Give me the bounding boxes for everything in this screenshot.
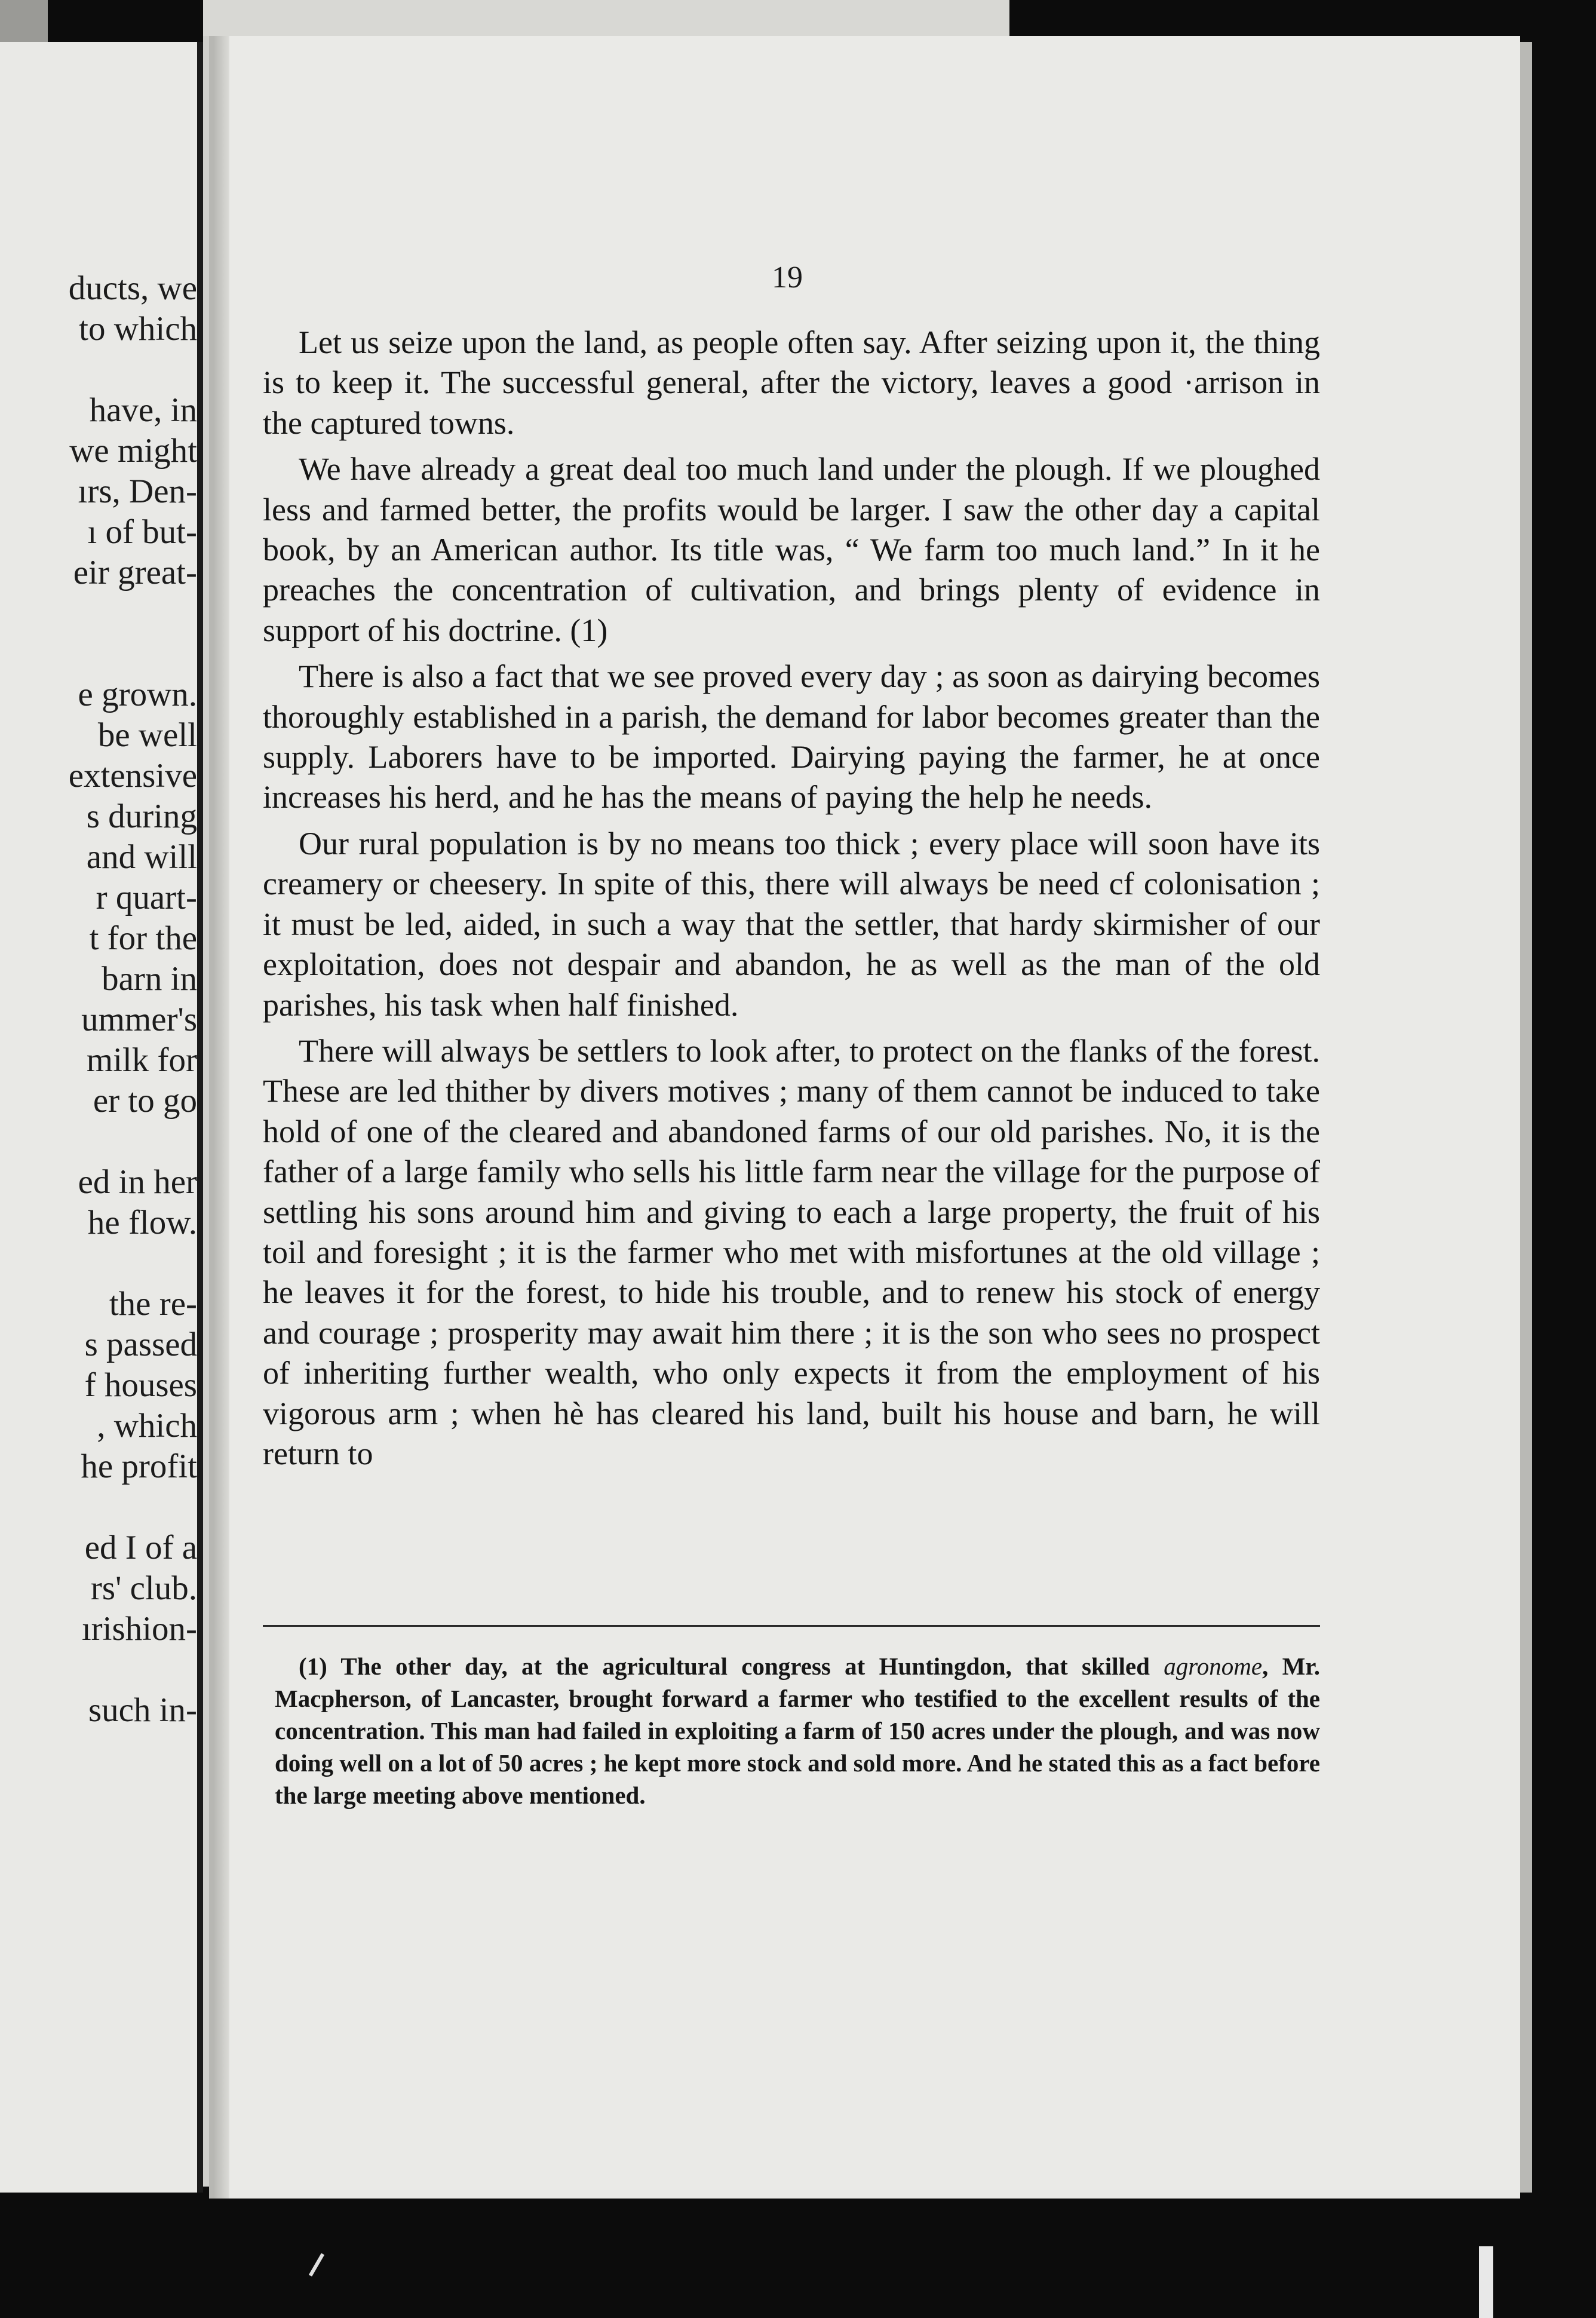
paragraph: There will always be settlers to look after, to protect on the flanks of the forest. These are led thither by divers motives ; many of them cannot be induced to take hold of one of the cleared and abandoned farms of our old parishes. No, it is the father of a large family who sells his little farm near the village for the purpose of settling his sons around him and giving to each a large property, the fruit of his toil and foresight ; it is the farmer who met with misfortunes at the old village ; he leaves it for the forest, to hide his trouble, and to renew his stock of energy and courage ; prosperity may await him there ; it is the son who sees no prospect of inheriting further wealth, who only expects it from the employment of his vigorous arm ; when hè has cleared his land, built his house and barn, he will return to xyxy=(263,1032,1320,1471)
previous-page-line: ducts, we xyxy=(68,269,197,307)
footnote-text: , Mr. Macpherson, of Lancaster, brought forward a farmer who testified to the excellent results of the concentration. This man had failed in exploiting a farm of 150 acres under the plough, and was now doing well on a lot of 50 acres ; he kept more stock and sold more. And he stated this as a fact before the large meeting above mentioned. xyxy=(275,1652,1320,1809)
previous-page-line: e grown. xyxy=(78,676,197,713)
previous-page-line: have, in xyxy=(89,391,197,429)
previous-page-line: t for the xyxy=(89,919,197,957)
paragraph: There is also a fact that we see proved every day ; as soon as dairying becomes thoroughly established in a parish, the demand for labor becomes greater than the supply. Laborers have to be imported. Dairying paying the farmer, he at once increases his herd, and he has the means of paying the help he needs. xyxy=(263,658,1320,815)
page-binding-shadow xyxy=(213,36,229,2199)
previous-page-line: ummer's xyxy=(81,1001,197,1038)
footnote-text: (1) The other day, at the agricultural congress at Huntingdon, that skilled xyxy=(299,1652,1164,1680)
previous-page-line: and will xyxy=(86,838,197,876)
previous-page-line: he flow. xyxy=(87,1204,197,1241)
paragraph: We have already a great deal too much land under the plough. If we ploughed less and farmed better, the profits would be larger. I saw the other day a capital book, by an American author. Its title was, “ We farm too much land.” In it he preaches the concentration of cultivation, and brings plenty of evidence in support of his doctrine. (1) xyxy=(263,451,1320,648)
previous-page-line: ed in her xyxy=(78,1163,197,1201)
previous-page-line: eir great- xyxy=(73,554,197,591)
paragraph: Let us seize upon the land, as people often say. After seizing upon it, the thing is to keep it. The successful general, after the victory, leaves a good ·arrison in the captured towns. xyxy=(263,324,1320,441)
previous-page xyxy=(0,42,203,2193)
previous-page-line: milk for xyxy=(86,1041,197,1079)
previous-page-line: rs' club. xyxy=(90,1569,197,1607)
scan-bottom-margin xyxy=(0,2199,1596,2318)
previous-page-line: s passed xyxy=(84,1326,197,1363)
previous-page-line: we might xyxy=(69,432,197,470)
page-number: 19 xyxy=(772,260,803,295)
previous-page-line: ırishion- xyxy=(81,1610,197,1648)
previous-page-line: ed I of a xyxy=(84,1529,197,1566)
previous-page-line: s during xyxy=(86,798,197,835)
previous-page-line: to which xyxy=(79,310,197,348)
previous-page-line: ı of but- xyxy=(87,513,197,551)
scan-mark xyxy=(1479,2246,1493,2318)
previous-page-line: extensive xyxy=(68,757,197,795)
footnote-italic-term: agronome xyxy=(1164,1652,1263,1680)
previous-page-line: barn in xyxy=(102,960,197,998)
previous-page-line: r quart- xyxy=(96,879,197,916)
footnote-rule xyxy=(263,1625,1320,1627)
page-right-edge xyxy=(1520,42,1532,2193)
previous-page-line: ırs, Den- xyxy=(78,473,197,510)
previous-page-line: he profit xyxy=(81,1448,197,1485)
paragraph: Our rural population is by no means too thick ; every place will soon have its creamery or cheesery. In spite of this, there will always be need cf colonisation ; it must be led, aided, in such a way that the settler, that hardy skirmisher of our exploitation, does not despair and abandon, he as well as the man of the old parishes, his task when half finished. xyxy=(263,825,1320,1023)
previous-page-line: be well xyxy=(97,716,197,754)
previous-page-line: , which xyxy=(97,1407,197,1445)
body-text xyxy=(263,323,1320,1474)
previous-page-line: such in- xyxy=(88,1691,197,1729)
previous-page-line: er to go xyxy=(93,1082,197,1120)
previous-page-line: f houses xyxy=(84,1366,197,1404)
footnote xyxy=(275,1650,1320,1811)
previous-page-line: the re- xyxy=(109,1285,197,1323)
